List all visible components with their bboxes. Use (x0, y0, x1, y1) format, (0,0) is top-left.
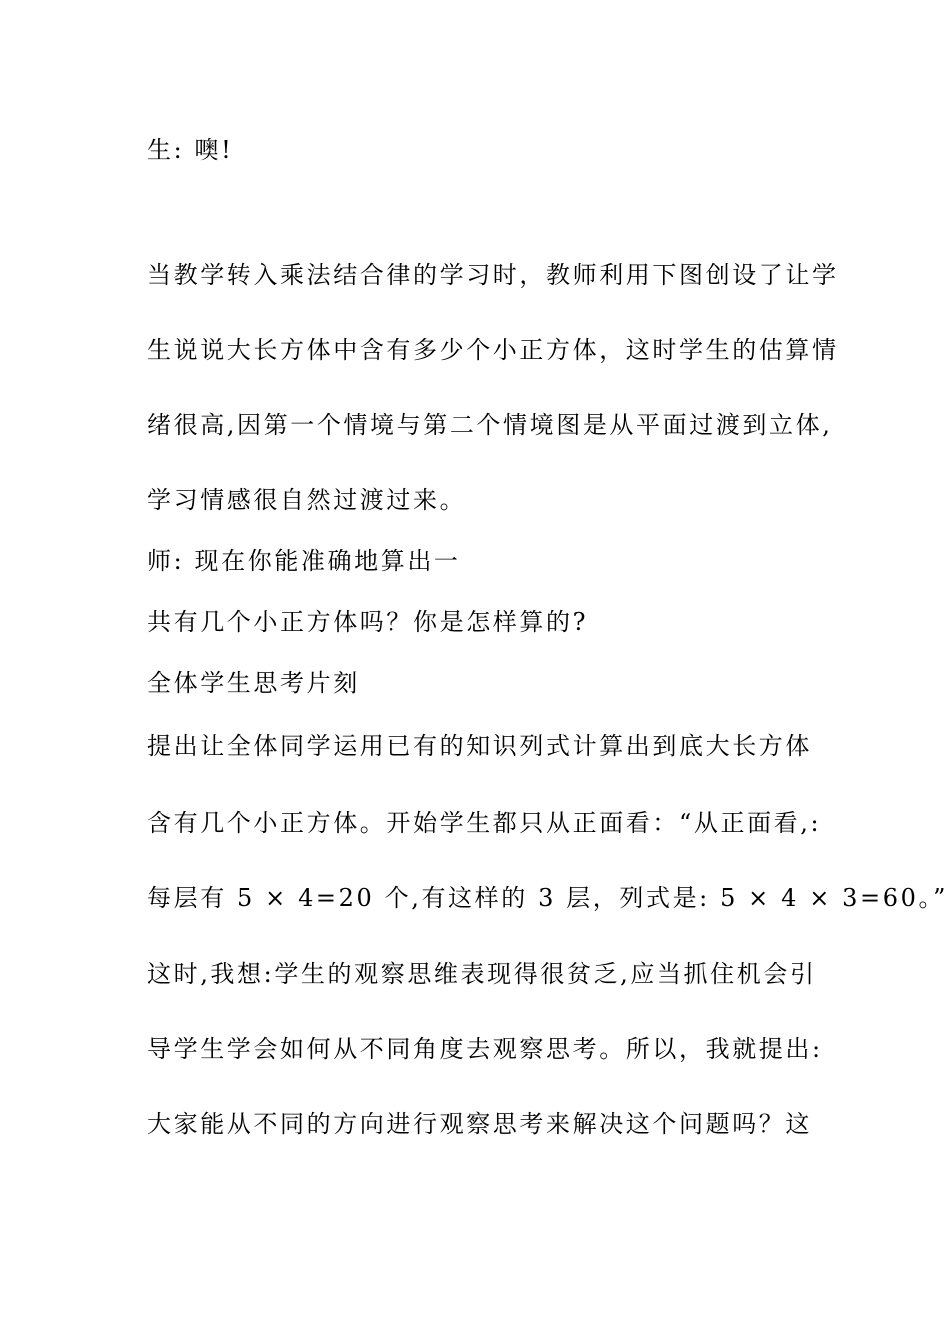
text-line-8: 全体学生思考片刻 (147, 669, 360, 697)
text-line-1: 生: 噢! (147, 136, 234, 164)
text-line-6: 师: 现在你能准确地算出一 (147, 547, 461, 575)
text-line-12: 这时,我想:学生的观察思维表现得很贫乏,应当抓住机会引 (147, 960, 817, 988)
text-line-9: 提出让全体同学运用已有的知识列式计算出到底大长方体 (147, 732, 812, 760)
text-line-7: 共有几个小正方体吗？你是怎样算的? (147, 608, 589, 636)
text-line-11: 每层有 5 × 4=20 个,有这样的 3 层，列式是: 5 × 4 × 3=60。” (147, 884, 948, 912)
text-line-13: 导学生学会如何从不同角度去观察思考。所以，我就提出: (147, 1035, 823, 1063)
text-line-14: 大家能从不同的方向进行观察思考来解决这个问题吗？这 (147, 1110, 812, 1138)
text-line-3: 生说说大长方体中含有多少个小正方体，这时学生的估算情 (147, 336, 839, 364)
text-line-5: 学习情感很自然过渡过来。 (147, 486, 467, 514)
text-line-2: 当教学转入乘法结合律的学习时，教师利用下图创设了让学 (147, 261, 839, 289)
text-line-10: 含有几个小正方体。开始学生都只从正面看：“从正面看,: (147, 809, 822, 837)
text-line-4: 绪很高,因第一个情境与第二个情境图是从平面过渡到立体, (147, 411, 833, 439)
